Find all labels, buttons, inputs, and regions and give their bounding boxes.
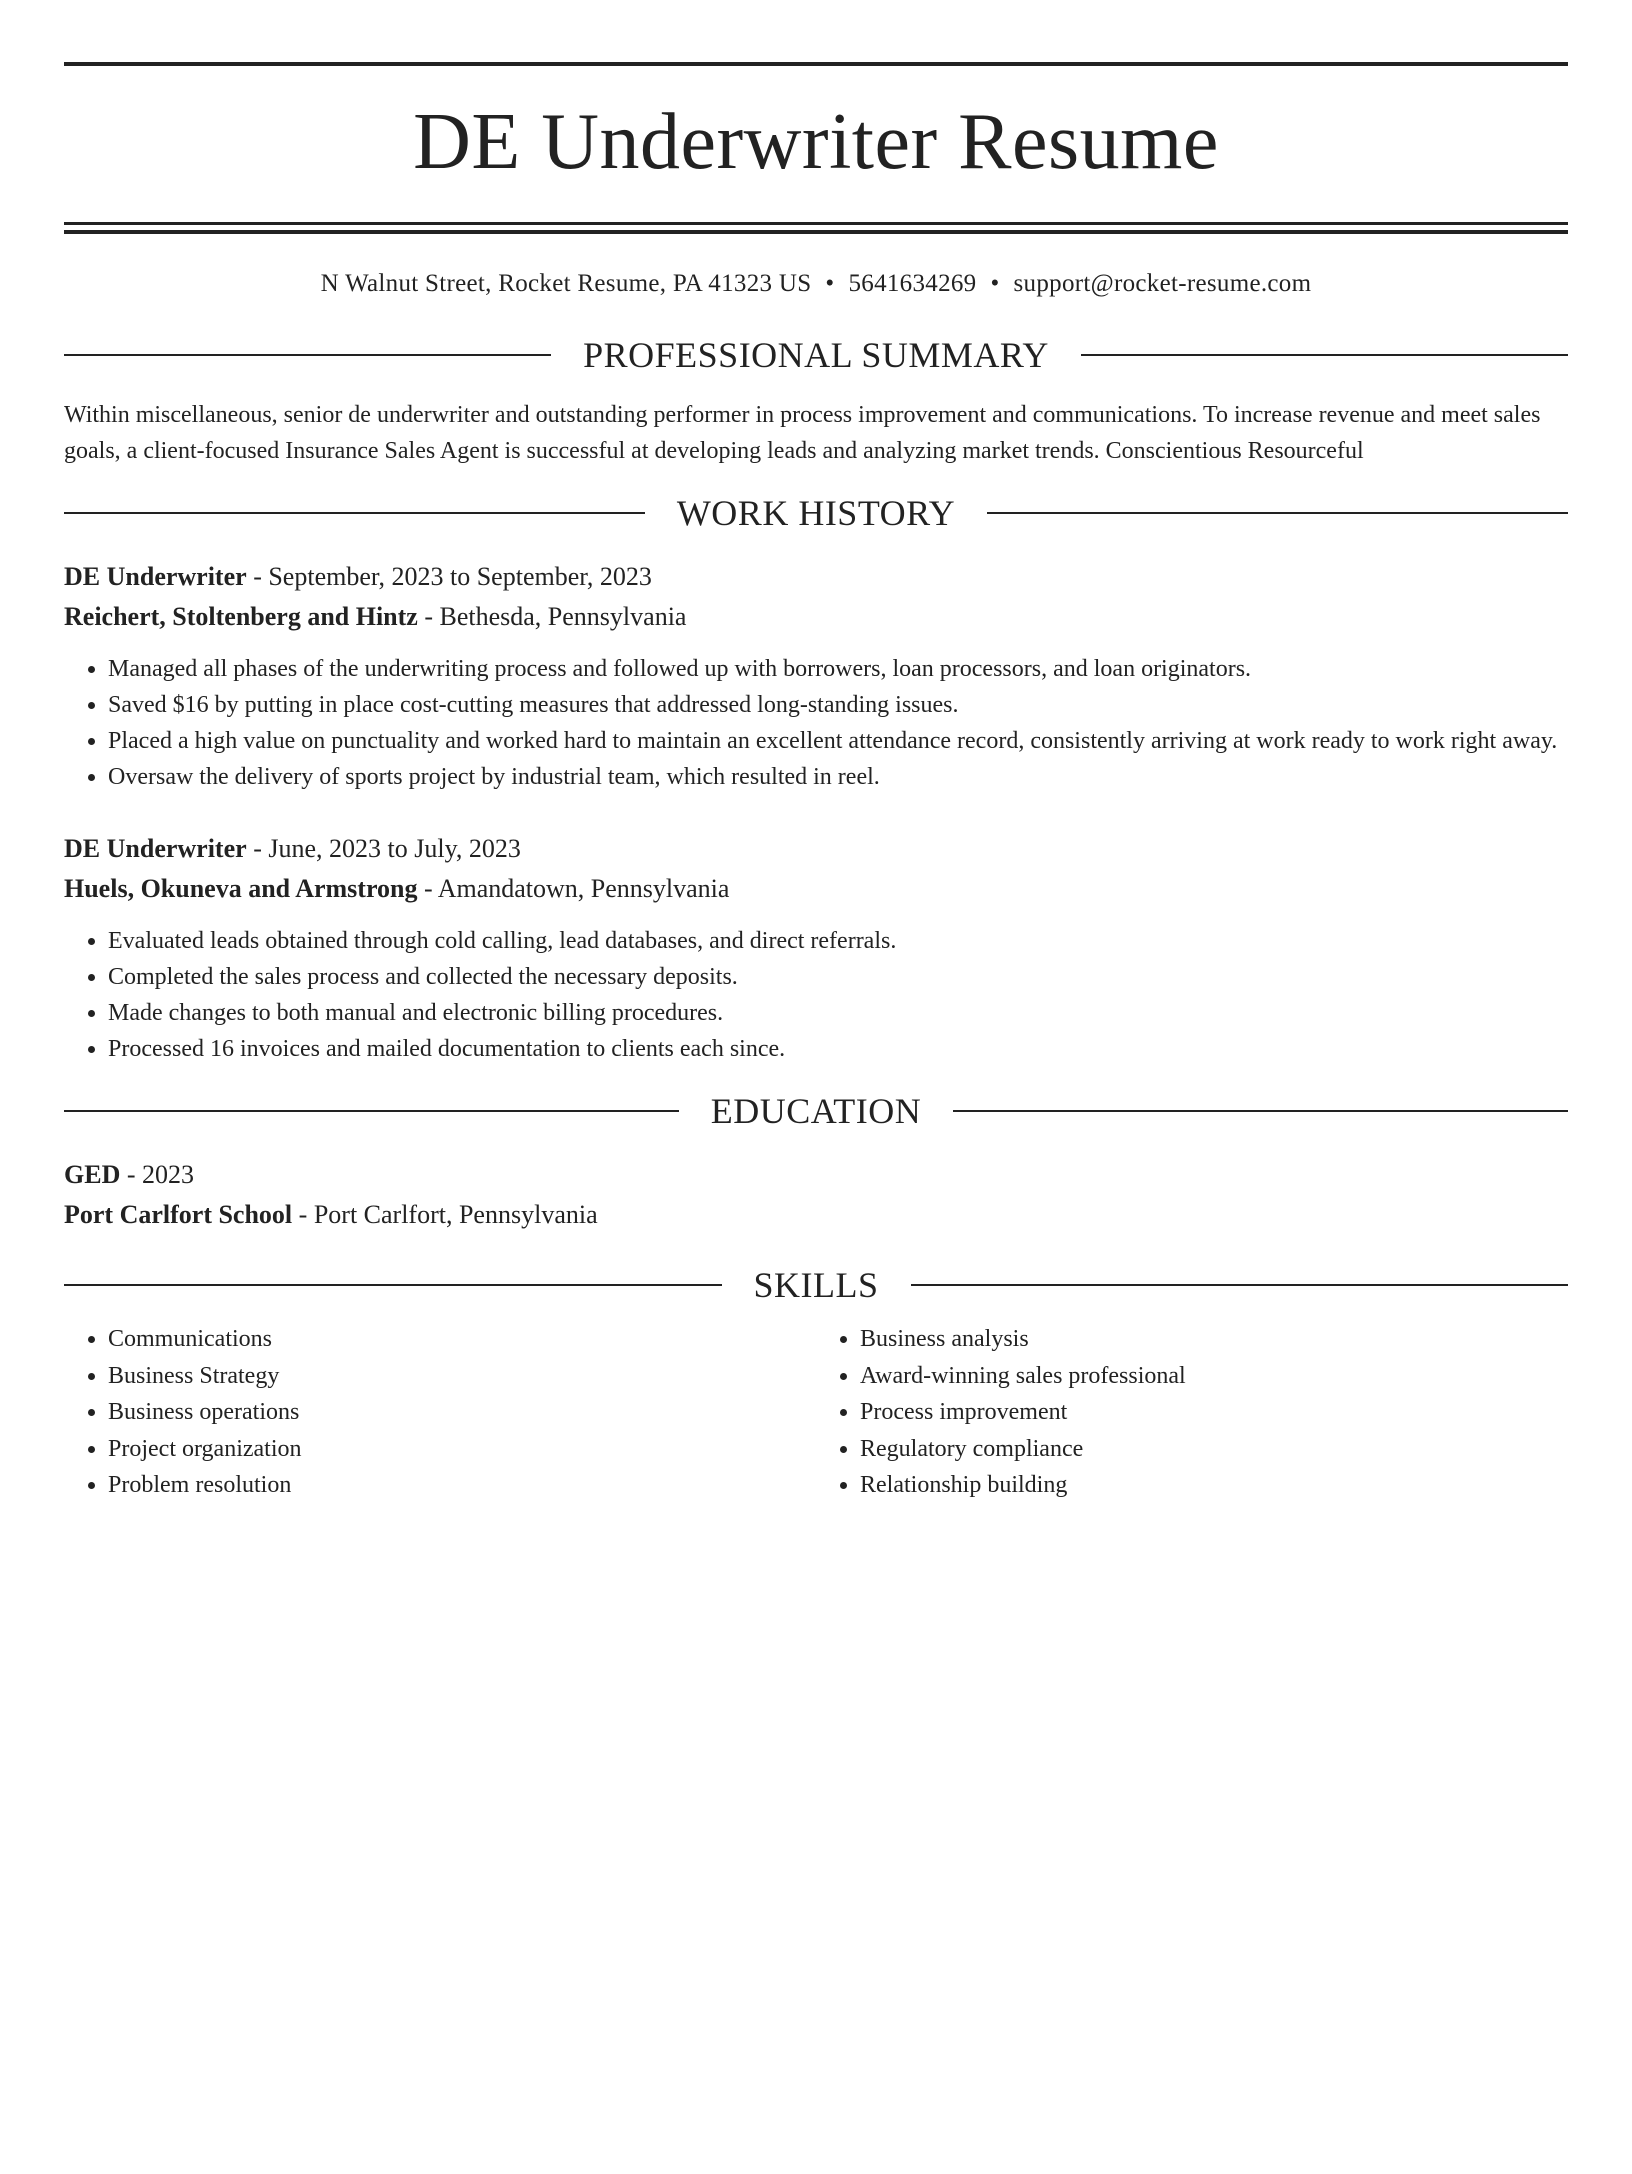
heading-rule-right bbox=[987, 512, 1568, 514]
job-bullet: • Placed a high value on punctuality and worked hard to maintain an excellent attendance record, consistently arriving at work ready to work right away. bbox=[108, 723, 1568, 759]
resume-title: DE Underwriter Resume bbox=[413, 98, 1219, 186]
education-school-line bbox=[64, 1195, 1568, 1235]
contact-email: support@rocket-resume.com bbox=[1013, 270, 1312, 297]
heading-rule-right bbox=[1081, 354, 1568, 356]
skills-list bbox=[64, 1321, 1568, 1504]
job-bullet: • Processed 16 invoices and mailed documentation to clients each since. bbox=[108, 1031, 1568, 1067]
section-title: SKILLS bbox=[753, 1265, 879, 1305]
education-year: - 2023 bbox=[120, 1160, 195, 1189]
job-bullet: • Made changes to both manual and electronic billing procedures. bbox=[108, 995, 1568, 1031]
skill-item: • Process improvement bbox=[860, 1394, 1568, 1431]
job-dates: - June, 2023 to July, 2023 bbox=[246, 834, 521, 863]
summary-text: Within miscellaneous, senior de underwriter and outstanding performer in process improvement and communications. To increase revenue and meet sales goals, a client-focused Insurance Sales Agent is successful at developing leads and analyzing market trends. Conscientious Resourceful bbox=[64, 402, 1541, 464]
skill-item: • Problem resolution bbox=[108, 1467, 816, 1504]
section-heading-education bbox=[64, 1089, 1568, 1133]
heading-rule-left bbox=[64, 1110, 679, 1112]
job-title: DE Underwriter bbox=[64, 834, 247, 863]
heading-rule-right bbox=[953, 1110, 1568, 1112]
job-company: Huels, Okuneva and Armstrong bbox=[64, 874, 418, 903]
skill-item: • Communications bbox=[108, 1321, 816, 1358]
contact-phone: 5641634269 bbox=[848, 270, 977, 297]
skill-item: • Business Strategy bbox=[108, 1358, 816, 1395]
job-bullets bbox=[64, 651, 1568, 795]
section-title: PROFESSIONAL SUMMARY bbox=[583, 335, 1049, 375]
heading-rule-left bbox=[64, 512, 645, 514]
skill-item: • Regulatory compliance bbox=[860, 1431, 1568, 1468]
job-entry bbox=[64, 829, 1568, 1067]
section-title: EDUCATION bbox=[710, 1091, 922, 1131]
title-double-rule bbox=[64, 222, 1568, 234]
job-title: DE Underwriter bbox=[64, 562, 247, 591]
contact-separator: • bbox=[825, 270, 835, 297]
job-title-line bbox=[64, 829, 1568, 869]
contact-separator: • bbox=[990, 270, 1000, 297]
job-title-line bbox=[64, 557, 1568, 597]
job-bullet: • Evaluated leads obtained through cold calling, lead databases, and direct referrals. bbox=[108, 923, 1568, 959]
heading-rule-left bbox=[64, 1284, 722, 1286]
contact-address: N Walnut Street, Rocket Resume, PA 41323 US bbox=[320, 270, 812, 297]
education-degree: GED bbox=[64, 1160, 121, 1189]
section-title: WORK HISTORY bbox=[676, 493, 956, 533]
education-school: Port Carlfort School bbox=[64, 1200, 293, 1229]
top-rule bbox=[64, 62, 1568, 66]
job-company-line bbox=[64, 597, 1568, 637]
job-company: Reichert, Stoltenberg and Hintz bbox=[64, 602, 418, 631]
education-entry bbox=[64, 1155, 1568, 1235]
education-location: - Port Carlfort, Pennsylvania bbox=[292, 1200, 598, 1229]
skill-item: • Project organization bbox=[108, 1431, 816, 1468]
heading-rule-right bbox=[911, 1284, 1569, 1286]
job-company-line bbox=[64, 869, 1568, 909]
section-heading-skills bbox=[64, 1263, 1568, 1307]
job-location: - Amandatown, Pennsylvania bbox=[417, 874, 730, 903]
job-location: - Bethesda, Pennsylvania bbox=[417, 602, 687, 631]
job-dates: - September, 2023 to September, 2023 bbox=[246, 562, 652, 591]
contact-line bbox=[64, 267, 1568, 301]
heading-rule-left bbox=[64, 354, 551, 356]
job-bullet: • Saved $16 by putting in place cost-cutting measures that addressed long-standing issues. bbox=[108, 687, 1568, 723]
job-bullet: • Oversaw the delivery of sports project by industrial team, which resulted in reel. bbox=[108, 759, 1568, 795]
section-heading-work bbox=[64, 491, 1568, 535]
skills-column-left bbox=[64, 1321, 816, 1504]
skill-item: • Business analysis bbox=[860, 1321, 1568, 1358]
job-bullet: • Completed the sales process and collected the necessary deposits. bbox=[108, 959, 1568, 995]
skills-column-right bbox=[816, 1321, 1568, 1504]
education-degree-line bbox=[64, 1155, 1568, 1195]
job-entry bbox=[64, 557, 1568, 795]
skill-item: • Award-winning sales professional bbox=[860, 1358, 1568, 1395]
resume-page bbox=[0, 62, 1632, 2174]
job-bullets bbox=[64, 923, 1568, 1067]
job-bullet: • Managed all phases of the underwriting process and followed up with borrowers, loan processors, and loan originators. bbox=[108, 651, 1568, 687]
skill-item: • Business operations bbox=[108, 1394, 816, 1431]
section-heading-summary bbox=[64, 333, 1568, 377]
skill-item: • Relationship building bbox=[860, 1467, 1568, 1504]
